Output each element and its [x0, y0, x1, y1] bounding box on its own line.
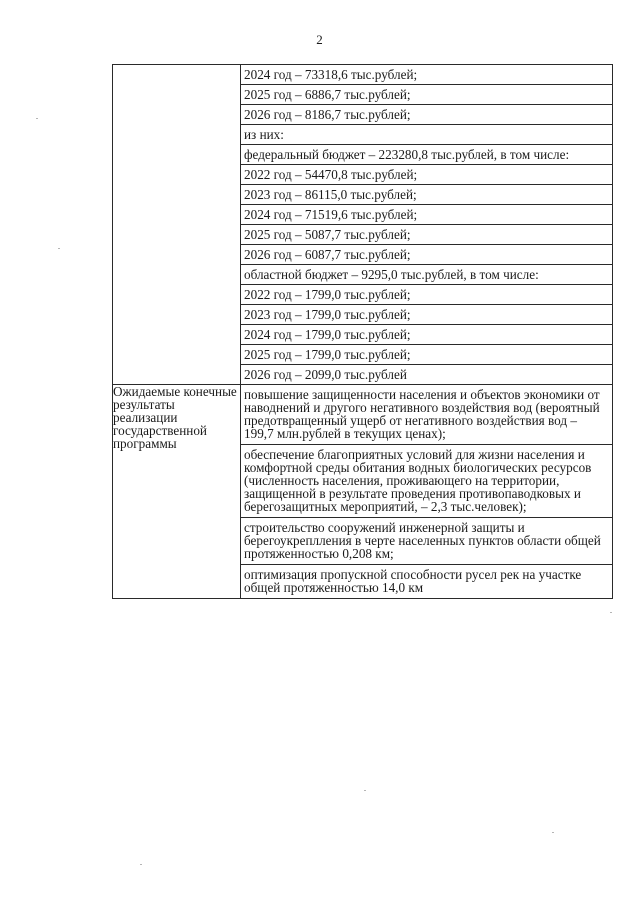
funding-values-cell — [241, 65, 613, 385]
result-item: строительство сооружений инженерной защиты и берегоукреплления в черте населенных пунктов области общей протяженностью 0,208 км; — [241, 518, 612, 565]
page-number: 2 — [316, 32, 323, 47]
funding-line-federal: федеральный бюджет – 223280,8 тыс.рублей, в том числе: — [241, 145, 612, 165]
results-row — [113, 385, 613, 599]
funding-line: 2026 год – 8186,7 тыс.рублей; — [241, 105, 612, 125]
funding-line: 2023 год – 1799,0 тыс.рублей; — [241, 305, 612, 325]
funding-line: 2022 год – 54470,8 тыс.рублей; — [241, 165, 612, 185]
scan-speck — [364, 790, 366, 791]
scan-speck — [610, 612, 612, 613]
program-passport-table — [112, 64, 613, 599]
scan-speck — [36, 118, 38, 119]
funding-line: 2026 год – 6087,7 тыс.рублей; — [241, 245, 612, 265]
scan-speck — [58, 248, 60, 249]
funding-row — [113, 65, 613, 385]
results-label: Ожидаемые конечные результаты реализации государственной программы — [113, 385, 241, 599]
funding-line: 2024 год – 73318,6 тыс.рублей; — [241, 65, 612, 85]
funding-line: 2022 год – 1799,0 тыс.рублей; — [241, 285, 612, 305]
funding-line: 2023 год – 86115,0 тыс.рублей; — [241, 185, 612, 205]
funding-line: 2026 год – 2099,0 тыс.рублей — [244, 367, 407, 382]
funding-label-cell — [113, 65, 241, 385]
scan-speck — [140, 864, 142, 865]
funding-line: 2024 год – 71519,6 тыс.рублей; — [241, 205, 612, 225]
funding-line: из них: — [241, 125, 612, 145]
result-item: оптимизация пропускной способности русел рек на участке общей протяженностью 14,0 км — [244, 567, 582, 595]
scan-speck — [552, 832, 554, 833]
funding-line: 2025 год – 1799,0 тыс.рублей; — [241, 345, 612, 365]
funding-line: 2024 год – 1799,0 тыс.рублей; — [241, 325, 612, 345]
funding-line-regional: областной бюджет – 9295,0 тыс.рублей, в том числе: — [241, 265, 612, 285]
funding-line: 2025 год – 6886,7 тыс.рублей; — [241, 85, 612, 105]
results-values-cell — [241, 385, 613, 599]
result-item: повышение защищенности населения и объектов экономики от наводнений и другого негативного воздействия вод (вероятный предотвращенный ущерб от негативного воздействия вод – 199,7 млн.рублей в текущих ценах); — [241, 385, 612, 445]
result-item: обеспечение благоприятных условий для жизни населения и комфортной среды обитания водных биологических ресурсов (численность населения, проживающего на территории, защищенной в результате проведения противопаводковых и берегозащитных мероприятий, – 2,3 тыс.человек); — [241, 445, 612, 518]
funding-line: 2025 год – 5087,7 тыс.рублей; — [241, 225, 612, 245]
